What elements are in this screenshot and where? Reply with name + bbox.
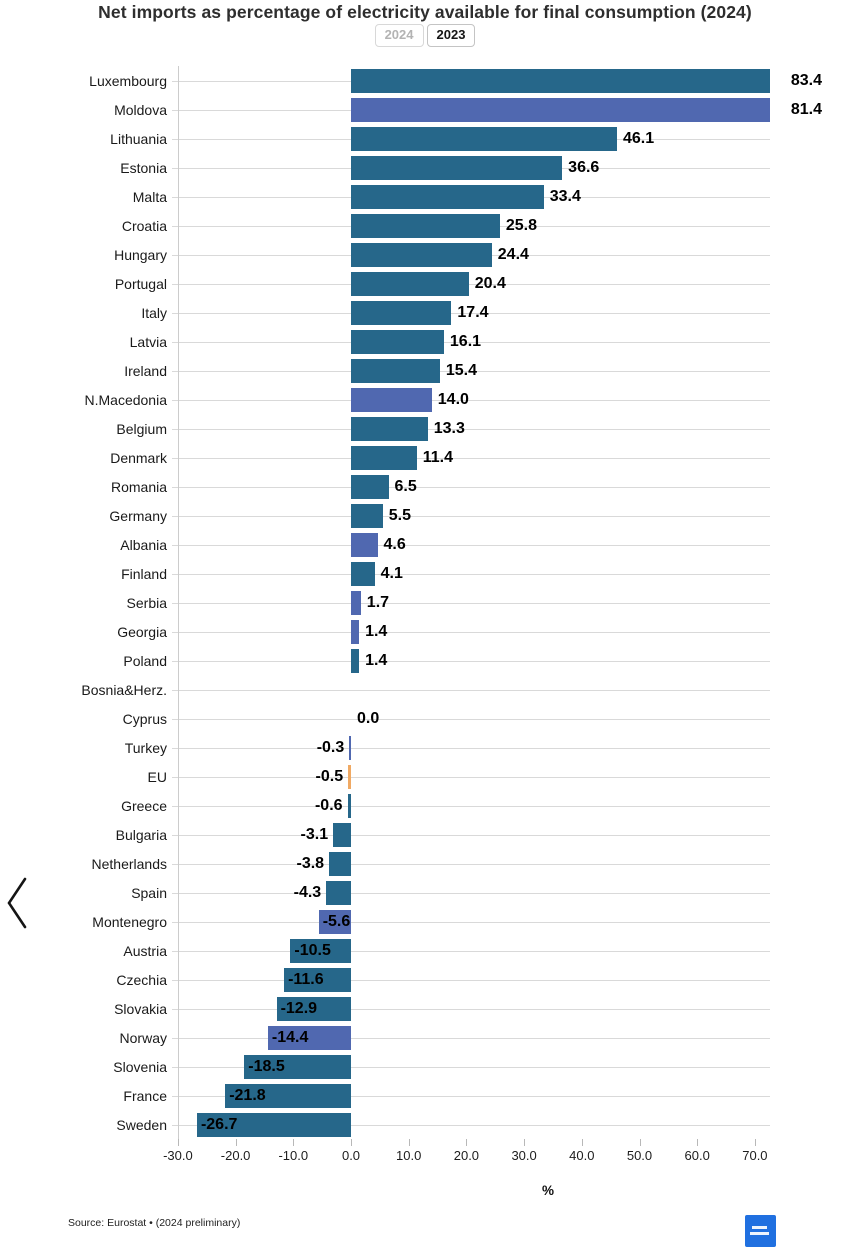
category-label: Belgium: [116, 421, 167, 437]
value-label: 13.3: [433, 420, 465, 437]
category-label: Slovakia: [114, 1001, 167, 1017]
category-label: Greece: [121, 798, 167, 814]
category-label: Latvia: [129, 334, 167, 350]
value-label: 1.4: [365, 652, 388, 669]
axis-tick-label: 0.0: [341, 1148, 361, 1163]
axis-tick-label: 10.0: [396, 1148, 422, 1163]
value-label: 24.4: [497, 246, 529, 263]
axis-tick-label: 60.0: [684, 1148, 710, 1163]
axis-tick-label: 40.0: [569, 1148, 595, 1163]
category-label: EU: [147, 769, 167, 785]
category-label: Estonia: [120, 160, 167, 176]
value-label: -3.1: [300, 826, 329, 843]
category-label: N.Macedonia: [84, 392, 167, 408]
value-label: -0.5: [315, 768, 344, 785]
value-label: -14.4: [271, 1029, 309, 1046]
publisher-logo: [745, 1215, 776, 1247]
value-label: 4.6: [383, 536, 406, 553]
x-axis-unit-label: %: [541, 1183, 555, 1198]
category-label: Lithuania: [110, 131, 167, 147]
axis-tick-label: -30.0: [163, 1148, 193, 1163]
value-label: 81.4: [790, 101, 822, 118]
value-label: 0.0: [357, 710, 380, 727]
value-label: -4.3: [293, 884, 322, 901]
category-label: Montenegro: [92, 914, 167, 930]
source-note: Source: Eurostat • (2024 preliminary): [68, 1217, 241, 1229]
tab-2024[interactable]: 2024: [375, 24, 424, 47]
category-label: Romania: [110, 479, 167, 495]
value-label: -18.5: [248, 1058, 285, 1075]
category-label: Serbia: [126, 595, 167, 611]
axis-tick-label: 50.0: [626, 1148, 653, 1163]
category-label: Sweden: [116, 1117, 167, 1133]
category-label: Czechia: [116, 972, 167, 988]
value-label: -12.9: [280, 1000, 318, 1017]
category-label: Austria: [123, 943, 167, 959]
value-label: 1.7: [366, 594, 390, 611]
category-label: Germany: [109, 508, 167, 524]
category-label: Malta: [132, 189, 167, 205]
value-label: 17.4: [457, 304, 489, 321]
category-label: Moldova: [114, 102, 167, 118]
value-label: 1.4: [365, 623, 388, 640]
category-label: Ireland: [124, 363, 167, 379]
value-label: 20.4: [474, 275, 506, 292]
category-label: Cyprus: [122, 711, 167, 727]
category-label: Bulgaria: [115, 827, 167, 843]
axis-tick-label: 30.0: [511, 1148, 537, 1163]
category-label: Norway: [119, 1030, 167, 1046]
value-label: -3.8: [296, 855, 325, 872]
category-label: Poland: [123, 653, 167, 669]
tab-2023[interactable]: 2023: [427, 24, 476, 47]
value-label: -0.6: [314, 797, 343, 814]
category-label: Georgia: [117, 624, 167, 640]
category-label: Italy: [141, 305, 167, 321]
value-label: -11.6: [288, 971, 324, 988]
value-label: 83.4: [790, 72, 822, 89]
value-label: 16.1: [449, 333, 482, 350]
category-label: Luxembourg: [89, 73, 167, 89]
value-label: 5.5: [388, 507, 411, 524]
value-label: 14.0: [437, 391, 469, 408]
category-label: Portugal: [114, 276, 167, 292]
category-label: Slovenia: [113, 1059, 167, 1075]
category-label: Croatia: [121, 218, 167, 234]
category-label: Netherlands: [91, 856, 167, 872]
category-label: Finland: [121, 566, 167, 582]
value-label: 4.1: [380, 565, 403, 582]
value-label: 46.1: [622, 130, 655, 147]
category-label: Albania: [120, 537, 167, 553]
axis-tick-label: -10.0: [278, 1148, 309, 1163]
category-label: France: [123, 1088, 167, 1104]
axis-tick-label: 70.0: [742, 1148, 768, 1163]
value-label: 6.5: [394, 478, 417, 495]
category-label: Turkey: [124, 740, 167, 756]
value-label: 15.4: [445, 362, 477, 379]
axis-tick-label: 20.0: [453, 1148, 480, 1163]
category-label: Denmark: [110, 450, 167, 466]
axis-tick-label: -20.0: [220, 1148, 251, 1163]
page-title: Net imports as percentage of electricity available for final consumption (2024): [98, 2, 752, 22]
value-label: 33.4: [549, 188, 581, 205]
logo-text-line: [752, 1226, 767, 1229]
category-label: Bosnia&Herz.: [81, 682, 167, 698]
value-label: 36.6: [568, 159, 600, 176]
value-label: -21.8: [229, 1087, 266, 1104]
value-label: -0.3: [316, 739, 345, 756]
value-label: 25.8: [505, 217, 537, 234]
value-label: -26.7: [200, 1116, 238, 1133]
logo-text-line: [750, 1232, 769, 1235]
value-label: -10.5: [294, 942, 331, 959]
value-label: 11.4: [422, 449, 454, 466]
category-label: Hungary: [114, 247, 167, 263]
category-label: Spain: [131, 885, 167, 901]
value-label: -5.6: [322, 913, 351, 930]
